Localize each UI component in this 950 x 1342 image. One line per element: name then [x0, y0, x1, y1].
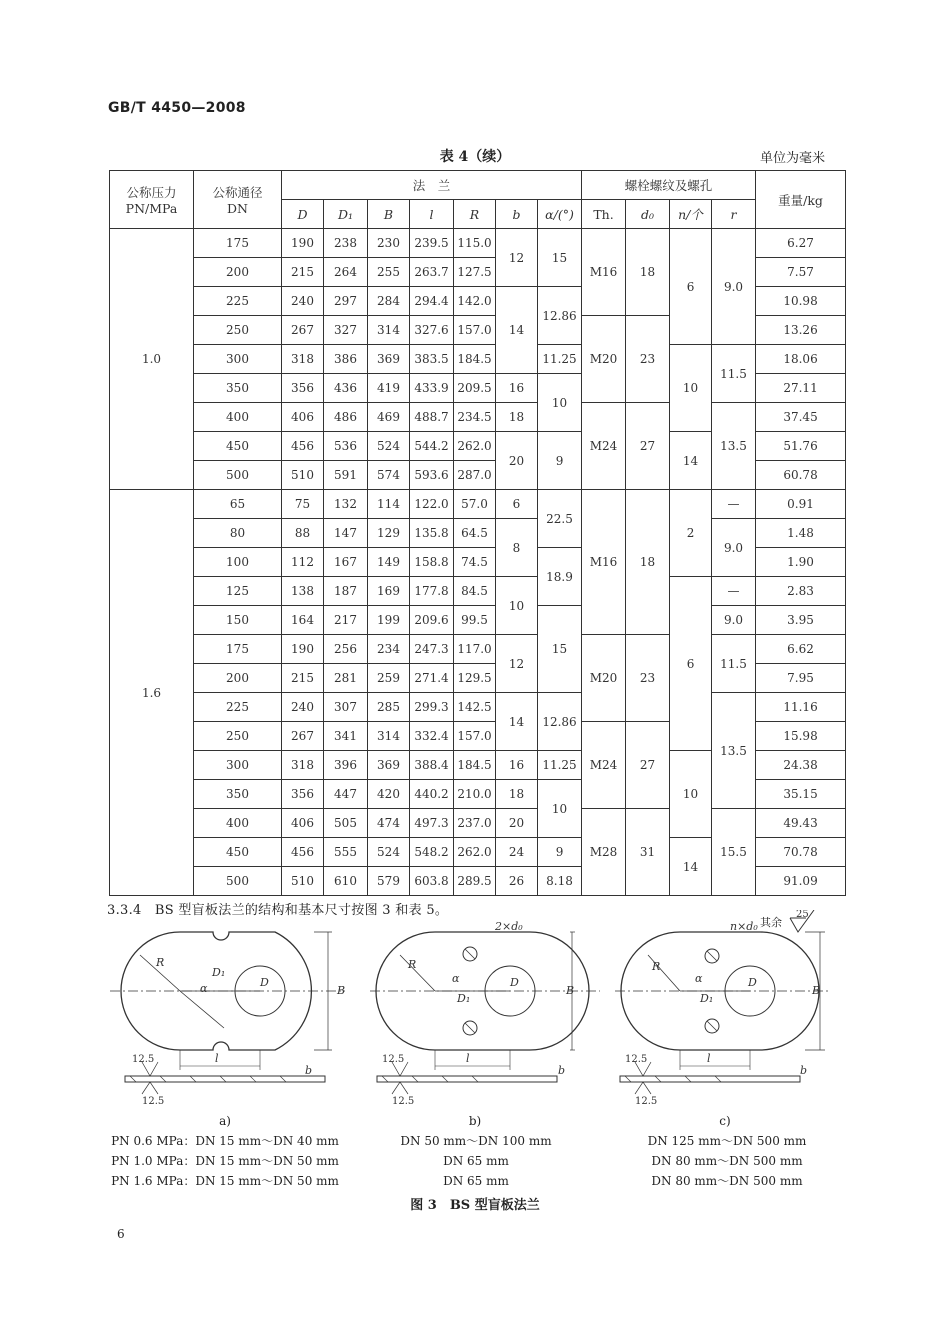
cell-D: 190 — [282, 635, 324, 664]
cell-a: 15 — [538, 229, 582, 287]
cell-b: 10 — [496, 577, 538, 635]
cell-B: 474 — [368, 809, 410, 838]
cell-R: 57.0 — [454, 490, 496, 519]
cell-B: 255 — [368, 258, 410, 287]
cell-D1: 591 — [324, 461, 368, 490]
cell-D: 215 — [282, 258, 324, 287]
header-d0: d₀ — [626, 200, 670, 229]
header-pn: 公称压力 PN/MPa — [110, 171, 194, 229]
cell-n: 10 — [670, 751, 712, 838]
cell-weight: 6.62 — [756, 635, 846, 664]
cell-B: 259 — [368, 664, 410, 693]
cell-D1: 187 — [324, 577, 368, 606]
cell-weight: 35.15 — [756, 780, 846, 809]
label-nxd0: n×d₀ — [730, 920, 758, 933]
subfig-c-label: c) — [719, 1114, 731, 1128]
cell-weight: 2.83 — [756, 577, 846, 606]
cell-dn: 250 — [194, 722, 282, 751]
cell-n: 2 — [670, 490, 712, 577]
cell-n: 10 — [670, 345, 712, 432]
cell-R: 142.5 — [454, 693, 496, 722]
cell-D: 406 — [282, 809, 324, 838]
table-caption: 表 4（续） — [439, 149, 511, 165]
table-row — [110, 577, 846, 606]
label-B-a: B — [337, 984, 346, 997]
cell-b: 12 — [496, 229, 538, 287]
table-row — [110, 229, 846, 258]
cell-weight: 27.11 — [756, 374, 846, 403]
cell-r: 15.5 — [712, 809, 756, 896]
table-row — [110, 403, 846, 432]
cell-l: 593.6 — [410, 461, 454, 490]
cell-D: 112 — [282, 548, 324, 577]
cell-a: 11.25 — [538, 751, 582, 780]
label-D-b: D — [510, 976, 519, 989]
cell-D1: 167 — [324, 548, 368, 577]
cell-D: 215 — [282, 664, 324, 693]
cell-a: 8.18 — [538, 867, 582, 896]
cell-pn: 1.6 — [110, 490, 194, 896]
cell-dn: 175 — [194, 229, 282, 258]
cell-d0: 27 — [626, 722, 670, 809]
cell-r: 13.5 — [712, 403, 756, 490]
table-row — [110, 345, 846, 374]
cell-dn: 200 — [194, 258, 282, 287]
header-weight: 重量/kg — [756, 171, 846, 229]
cell-b: 20 — [496, 809, 538, 838]
header-B: B — [368, 200, 410, 229]
cell-B: 284 — [368, 287, 410, 316]
cell-weight: 10.98 — [756, 287, 846, 316]
cell-dn: 500 — [194, 461, 282, 490]
cell-D1: 486 — [324, 403, 368, 432]
cell-D1: 217 — [324, 606, 368, 635]
cell-D1: 327 — [324, 316, 368, 345]
table-row — [110, 606, 846, 635]
cell-dn: 400 — [194, 403, 282, 432]
header-bolt: 螺栓螺纹及螺孔 — [582, 171, 756, 200]
cell-D1: 281 — [324, 664, 368, 693]
cell-R: 74.5 — [454, 548, 496, 577]
cell-D1: 238 — [324, 229, 368, 258]
label-B-b: B — [566, 984, 575, 997]
label-l-c: l — [707, 1052, 711, 1065]
header-D: D — [282, 200, 324, 229]
cell-weight: 0.91 — [756, 490, 846, 519]
notes-a: PN 0.6 MPa：DN 15 mm～DN 40 mm PN 1.0 MPa：DN 15 mm～DN 50 mm PN 1.6 MPa：DN 15 mm～DN 50 mm — [111, 1134, 339, 1188]
cell-D: 510 — [282, 867, 324, 896]
cell-weight: 11.16 — [756, 693, 846, 722]
cell-D1: 396 — [324, 751, 368, 780]
cell-B: 199 — [368, 606, 410, 635]
notes-b: DN 50 mm～DN 100 mm DN 65 mm DN 65 mm — [400, 1134, 552, 1188]
label-b-a: b — [305, 1064, 313, 1077]
table-row — [110, 809, 846, 838]
cell-r: 11.5 — [712, 345, 756, 403]
cell-D1: 386 — [324, 345, 368, 374]
cell-D: 267 — [282, 316, 324, 345]
roughness-b-bottom: 12.5 — [392, 1096, 415, 1107]
label-alpha-a: α — [200, 982, 208, 995]
cell-D1: 132 — [324, 490, 368, 519]
cell-dn: 225 — [194, 693, 282, 722]
figure-caption: 图 3 BS 型盲板法兰 — [410, 1198, 540, 1213]
cell-n: 14 — [670, 432, 712, 490]
cell-weight: 91.09 — [756, 867, 846, 896]
cell-B: 129 — [368, 519, 410, 548]
cell-B: 314 — [368, 722, 410, 751]
label-alpha-b: α — [452, 972, 460, 985]
cell-l: 135.8 — [410, 519, 454, 548]
cell-weight: 15.98 — [756, 722, 846, 751]
cell-B: 230 — [368, 229, 410, 258]
cell-th: M20 — [582, 635, 626, 722]
cell-r: 9.0 — [712, 606, 756, 635]
cell-th: M28 — [582, 809, 626, 896]
cell-d0: 23 — [626, 635, 670, 722]
cell-b: 16 — [496, 374, 538, 403]
subfig-b-label: b) — [468, 1114, 482, 1128]
cell-b: 12 — [496, 635, 538, 693]
cell-dn: 350 — [194, 374, 282, 403]
cell-b: 18 — [496, 780, 538, 809]
roughness-rest: 其余 25 — [760, 910, 826, 936]
cell-B: 469 — [368, 403, 410, 432]
cell-r: 13.5 — [712, 693, 756, 809]
cell-D1: 436 — [324, 374, 368, 403]
cell-dn: 450 — [194, 838, 282, 867]
cell-b: 20 — [496, 432, 538, 490]
cell-D: 356 — [282, 374, 324, 403]
cell-B: 314 — [368, 316, 410, 345]
drawing-c — [615, 932, 830, 1094]
cell-th: M16 — [582, 490, 626, 635]
cell-D1: 447 — [324, 780, 368, 809]
cell-R: 84.5 — [454, 577, 496, 606]
cell-B: 369 — [368, 751, 410, 780]
table-row — [110, 519, 846, 548]
cell-D: 164 — [282, 606, 324, 635]
cell-l: 209.6 — [410, 606, 454, 635]
cell-D: 190 — [282, 229, 324, 258]
cell-weight: 70.78 — [756, 838, 846, 867]
cell-D: 318 — [282, 751, 324, 780]
cell-r: 9.0 — [712, 519, 756, 577]
header-dn: 公称通径 DN — [194, 171, 282, 229]
cell-a: 9 — [538, 838, 582, 867]
header-th: Th. — [582, 200, 626, 229]
cell-B: 234 — [368, 635, 410, 664]
cell-l: 158.8 — [410, 548, 454, 577]
cell-D1: 256 — [324, 635, 368, 664]
header-alpha: α/(°) — [538, 200, 582, 229]
cell-D: 88 — [282, 519, 324, 548]
header-R: R — [454, 200, 496, 229]
cell-dn: 350 — [194, 780, 282, 809]
cell-dn: 125 — [194, 577, 282, 606]
cell-d0: 18 — [626, 490, 670, 635]
cell-l: 548.2 — [410, 838, 454, 867]
label-D1-c: D₁ — [700, 992, 714, 1005]
cell-l: 488.7 — [410, 403, 454, 432]
cell-B: 285 — [368, 693, 410, 722]
cell-l: 122.0 — [410, 490, 454, 519]
cell-th: M24 — [582, 403, 626, 490]
cell-r: 11.5 — [712, 635, 756, 693]
cell-r: — — [712, 577, 756, 606]
label-alpha-c: α — [695, 972, 703, 985]
cell-d0: 27 — [626, 403, 670, 490]
cell-D: 138 — [282, 577, 324, 606]
label-l-b: l — [466, 1052, 470, 1065]
roughness-a-top: 12.5 — [132, 1054, 155, 1065]
label-D1-a: D₁ — [212, 966, 226, 979]
cell-l: 294.4 — [410, 287, 454, 316]
cell-D: 406 — [282, 403, 324, 432]
cell-dn: 300 — [194, 751, 282, 780]
cell-weight: 24.38 — [756, 751, 846, 780]
cell-R: 99.5 — [454, 606, 496, 635]
cell-R: 262.0 — [454, 838, 496, 867]
cell-a: 12.86 — [538, 693, 582, 751]
cell-r: — — [712, 490, 756, 519]
cell-th: M24 — [582, 722, 626, 809]
roughness-c-top: 12.5 — [625, 1054, 648, 1065]
cell-l: 332.4 — [410, 722, 454, 751]
label-D1-b: D₁ — [457, 992, 471, 1005]
header-n: n/个 — [670, 200, 712, 229]
standard-number: GB/T 4450—2008 — [108, 100, 246, 116]
roughness-a-bottom: 12.5 — [142, 1096, 165, 1107]
cell-B: 524 — [368, 838, 410, 867]
cell-D1: 555 — [324, 838, 368, 867]
cell-pn: 1.0 — [110, 229, 194, 490]
cell-weight: 1.48 — [756, 519, 846, 548]
cell-d0: 18 — [626, 229, 670, 316]
cell-D: 267 — [282, 722, 324, 751]
cell-l: 544.2 — [410, 432, 454, 461]
cell-l: 299.3 — [410, 693, 454, 722]
cell-a: 18.9 — [538, 548, 582, 606]
cell-dn: 300 — [194, 345, 282, 374]
cell-l: 239.5 — [410, 229, 454, 258]
subfig-a-label: a) — [219, 1114, 231, 1128]
header-r: r — [712, 200, 756, 229]
cell-d0: 23 — [626, 316, 670, 403]
cell-weight: 60.78 — [756, 461, 846, 490]
cell-a: 15 — [538, 606, 582, 693]
cell-B: 524 — [368, 432, 410, 461]
roughness-c-bottom: 12.5 — [635, 1096, 658, 1107]
cell-B: 574 — [368, 461, 410, 490]
cell-weight: 51.76 — [756, 432, 846, 461]
cell-a: 10 — [538, 374, 582, 432]
cell-R: 115.0 — [454, 229, 496, 258]
cell-D1: 341 — [324, 722, 368, 751]
cell-R: 184.5 — [454, 345, 496, 374]
cell-th: M16 — [582, 229, 626, 316]
cell-D: 510 — [282, 461, 324, 490]
cell-R: 64.5 — [454, 519, 496, 548]
cell-R: 262.0 — [454, 432, 496, 461]
cell-b: 24 — [496, 838, 538, 867]
cell-l: 271.4 — [410, 664, 454, 693]
notes-c: DN 125 mm～DN 500 mm DN 80 mm～DN 500 mm DN 80 mm～DN 500 mm — [647, 1134, 807, 1188]
cell-D: 356 — [282, 780, 324, 809]
cell-R: 184.5 — [454, 751, 496, 780]
label-R-a: R — [156, 956, 165, 969]
cell-l: 388.4 — [410, 751, 454, 780]
label-R-b: R — [408, 958, 417, 971]
cell-l: 177.8 — [410, 577, 454, 606]
cell-a: 22.5 — [538, 490, 582, 548]
page-number: 6 — [117, 1227, 125, 1241]
cell-weight: 13.26 — [756, 316, 846, 345]
cell-b: 8 — [496, 519, 538, 577]
cell-dn: 80 — [194, 519, 282, 548]
label-l-a: l — [215, 1052, 219, 1065]
cell-weight: 37.45 — [756, 403, 846, 432]
cell-dn: 150 — [194, 606, 282, 635]
label-b-c: b — [800, 1064, 808, 1077]
cell-R: 142.0 — [454, 287, 496, 316]
cell-D: 240 — [282, 693, 324, 722]
figure-3-drawings — [100, 910, 860, 1110]
cell-D1: 610 — [324, 867, 368, 896]
cell-D1: 536 — [324, 432, 368, 461]
cell-l: 327.6 — [410, 316, 454, 345]
cell-weight: 7.95 — [756, 664, 846, 693]
header-flange: 法 兰 — [282, 171, 582, 200]
label-D-a: D — [260, 976, 269, 989]
table-row — [110, 490, 846, 519]
cell-R: 209.5 — [454, 374, 496, 403]
cell-d0: 31 — [626, 809, 670, 896]
cell-B: 149 — [368, 548, 410, 577]
cell-dn: 250 — [194, 316, 282, 345]
cell-b: 14 — [496, 693, 538, 751]
cell-R: 157.0 — [454, 316, 496, 345]
drawing-b — [370, 932, 600, 1094]
cell-a: 11.25 — [538, 345, 582, 374]
cell-l: 497.3 — [410, 809, 454, 838]
cell-weight: 3.95 — [756, 606, 846, 635]
cell-B: 169 — [368, 577, 410, 606]
cell-D1: 264 — [324, 258, 368, 287]
cell-th: M20 — [582, 316, 626, 403]
cell-l: 603.8 — [410, 867, 454, 896]
cell-D1: 297 — [324, 287, 368, 316]
cell-D1: 307 — [324, 693, 368, 722]
cell-B: 114 — [368, 490, 410, 519]
cell-weight: 1.90 — [756, 548, 846, 577]
cell-a: 10 — [538, 780, 582, 838]
cell-l: 247.3 — [410, 635, 454, 664]
cell-D: 318 — [282, 345, 324, 374]
cell-n: 6 — [670, 577, 712, 751]
cell-dn: 100 — [194, 548, 282, 577]
section-3-3-4: 3.3.4 BS 型盲板法兰的结构和基本尺寸按图 3 和表 5。 — [107, 903, 449, 918]
cell-R: 289.5 — [454, 867, 496, 896]
label-b-b: b — [558, 1064, 566, 1077]
cell-dn: 65 — [194, 490, 282, 519]
cell-D1: 505 — [324, 809, 368, 838]
label-B-c: B — [812, 984, 821, 997]
cell-R: 234.5 — [454, 403, 496, 432]
cell-l: 383.5 — [410, 345, 454, 374]
table-row — [110, 693, 846, 722]
cell-a: 12.86 — [538, 287, 582, 345]
cell-R: 210.0 — [454, 780, 496, 809]
cell-dn: 200 — [194, 664, 282, 693]
cell-b: 16 — [496, 751, 538, 780]
cell-R: 129.5 — [454, 664, 496, 693]
table-unit: 单位为毫米 — [760, 151, 826, 166]
cell-D: 456 — [282, 432, 324, 461]
cell-D: 240 — [282, 287, 324, 316]
roughness-b-top: 12.5 — [382, 1054, 405, 1065]
cell-l: 433.9 — [410, 374, 454, 403]
cell-r: 9.0 — [712, 229, 756, 345]
header-b: b — [496, 200, 538, 229]
header-l: l — [410, 200, 454, 229]
label-R-c: R — [652, 960, 661, 973]
table-row — [110, 635, 846, 664]
label-D-c: D — [748, 976, 757, 989]
header-D1: D₁ — [324, 200, 368, 229]
cell-dn: 175 — [194, 635, 282, 664]
cell-R: 287.0 — [454, 461, 496, 490]
cell-R: 237.0 — [454, 809, 496, 838]
cell-dn: 500 — [194, 867, 282, 896]
rest-roughness-value: 25 — [795, 910, 809, 920]
cell-weight: 7.57 — [756, 258, 846, 287]
cell-dn: 450 — [194, 432, 282, 461]
cell-B: 369 — [368, 345, 410, 374]
cell-dn: 225 — [194, 287, 282, 316]
cell-b: 14 — [496, 287, 538, 374]
cell-weight: 18.06 — [756, 345, 846, 374]
cell-B: 419 — [368, 374, 410, 403]
cell-R: 127.5 — [454, 258, 496, 287]
cell-b: 26 — [496, 867, 538, 896]
cell-D: 75 — [282, 490, 324, 519]
cell-dn: 400 — [194, 809, 282, 838]
cell-b: 6 — [496, 490, 538, 519]
cell-R: 117.0 — [454, 635, 496, 664]
cell-D1: 147 — [324, 519, 368, 548]
cell-D: 456 — [282, 838, 324, 867]
dimension-table — [109, 170, 846, 896]
cell-n: 14 — [670, 838, 712, 896]
cell-l: 440.2 — [410, 780, 454, 809]
cell-weight: 49.43 — [756, 809, 846, 838]
cell-B: 420 — [368, 780, 410, 809]
cell-weight: 6.27 — [756, 229, 846, 258]
cell-R: 157.0 — [454, 722, 496, 751]
cell-b: 18 — [496, 403, 538, 432]
cell-B: 579 — [368, 867, 410, 896]
label-2xd0: 2×d₀ — [495, 920, 523, 933]
cell-a: 9 — [538, 432, 582, 490]
cell-l: 263.7 — [410, 258, 454, 287]
cell-n: 6 — [670, 229, 712, 345]
